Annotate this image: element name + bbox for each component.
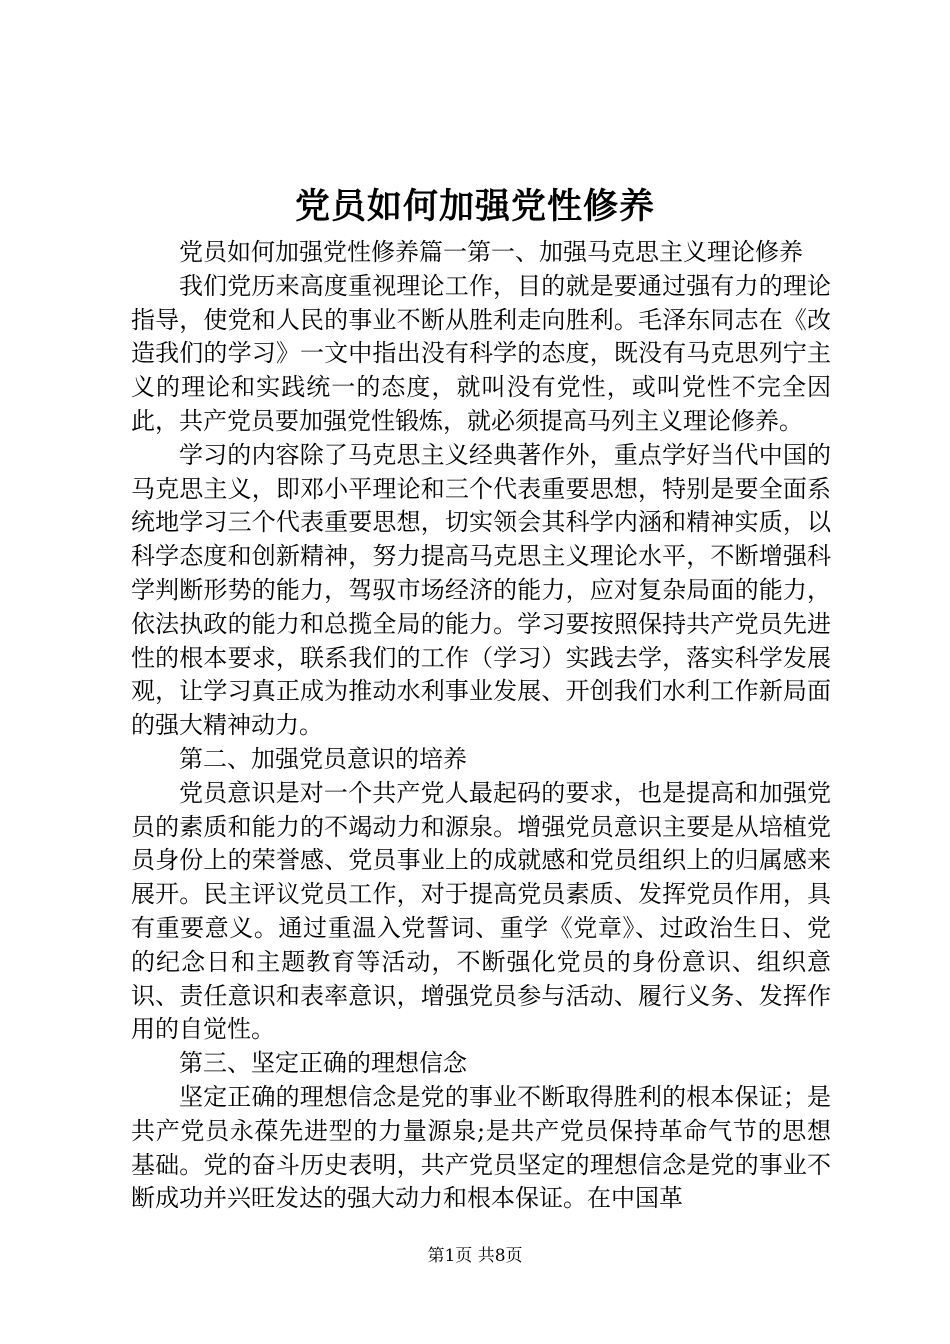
paragraph: 我们党历来高度重视理论工作，目的就是要通过强有力的理论指导，使党和人民的事业不断从胜利走向胜利。毛泽东同志在《改造我们的学习》一文中指出没有科学的态度，既没有马克思列宁主义的理论和实践统一的态度，就叫没有党性，或叫党性不完全因此，共产党员要加强党性锻炼，就必须提高马列主义理论修养。 [131, 271, 831, 435]
paragraph: 党员意识是对一个共产党人最起码的要求，也是提高和加强党员的素质和能力的不竭动力和源泉。增强党员意识主要是从培植党员身份上的荣誉感、党员事业上的成就感和党员组织上的归属感来展开。民主评议党员工作，对于提高党员素质、发挥党员作用，具有重要意义。通过重温入党誓词、重学《党章》、过政治生日、党的纪念日和主题教育等活动，不断强化党员的身份意识、组织意识、责任意识和表率意识，增强党员参与活动、履行义务、发挥作用的自觉性。 [131, 778, 831, 1044]
page-number-footer: 第1页 共8页 [427, 1246, 523, 1266]
paragraph: 学习的内容除了马克思主义经典著作外，重点学好当代中国的马克思主义，即邓小平理论和三个代表重要思想，特别是要全面系统地学习三个代表重要思想，切实领会其科学内涵和精神实质，以科学态度和创新精神，努力提高马克思主义理论水平，不断增强科学判断形势的能力，驾驭市场经济的能力，应对复杂局面的能力，依法执政的能力和总揽全局的能力。学习要按照保持共产党员先进性的根本要求，联系我们的工作（学习）实践去学，落实科学发展观，让学习真正成为推动水利事业发展、开创我们水利工作新局面的强大精神动力。 [131, 440, 831, 740]
document-body [131, 236, 831, 1216]
section-heading: 第三、坚定正确的理想信念 [179, 1049, 467, 1078]
paragraph: 党员如何加强党性修养篇一第一、加强马克思主义理论修养 [179, 238, 803, 266]
section-heading: 第二、加强党员意识的培养 [179, 744, 467, 773]
paragraph: 坚定正确的理想信念是党的事业不断取得胜利的根本保证；是共产党员永葆先进型的力量源泉;是共产党员保持革命气节的思想基础。党的奋斗历史表明，共产党员坚定的理想信念是党的事业不断成功并兴旺发达的强大动力和根本保证。在中国革 [131, 1082, 831, 1213]
page-title: 党员如何加强党性修养 [294, 186, 655, 227]
